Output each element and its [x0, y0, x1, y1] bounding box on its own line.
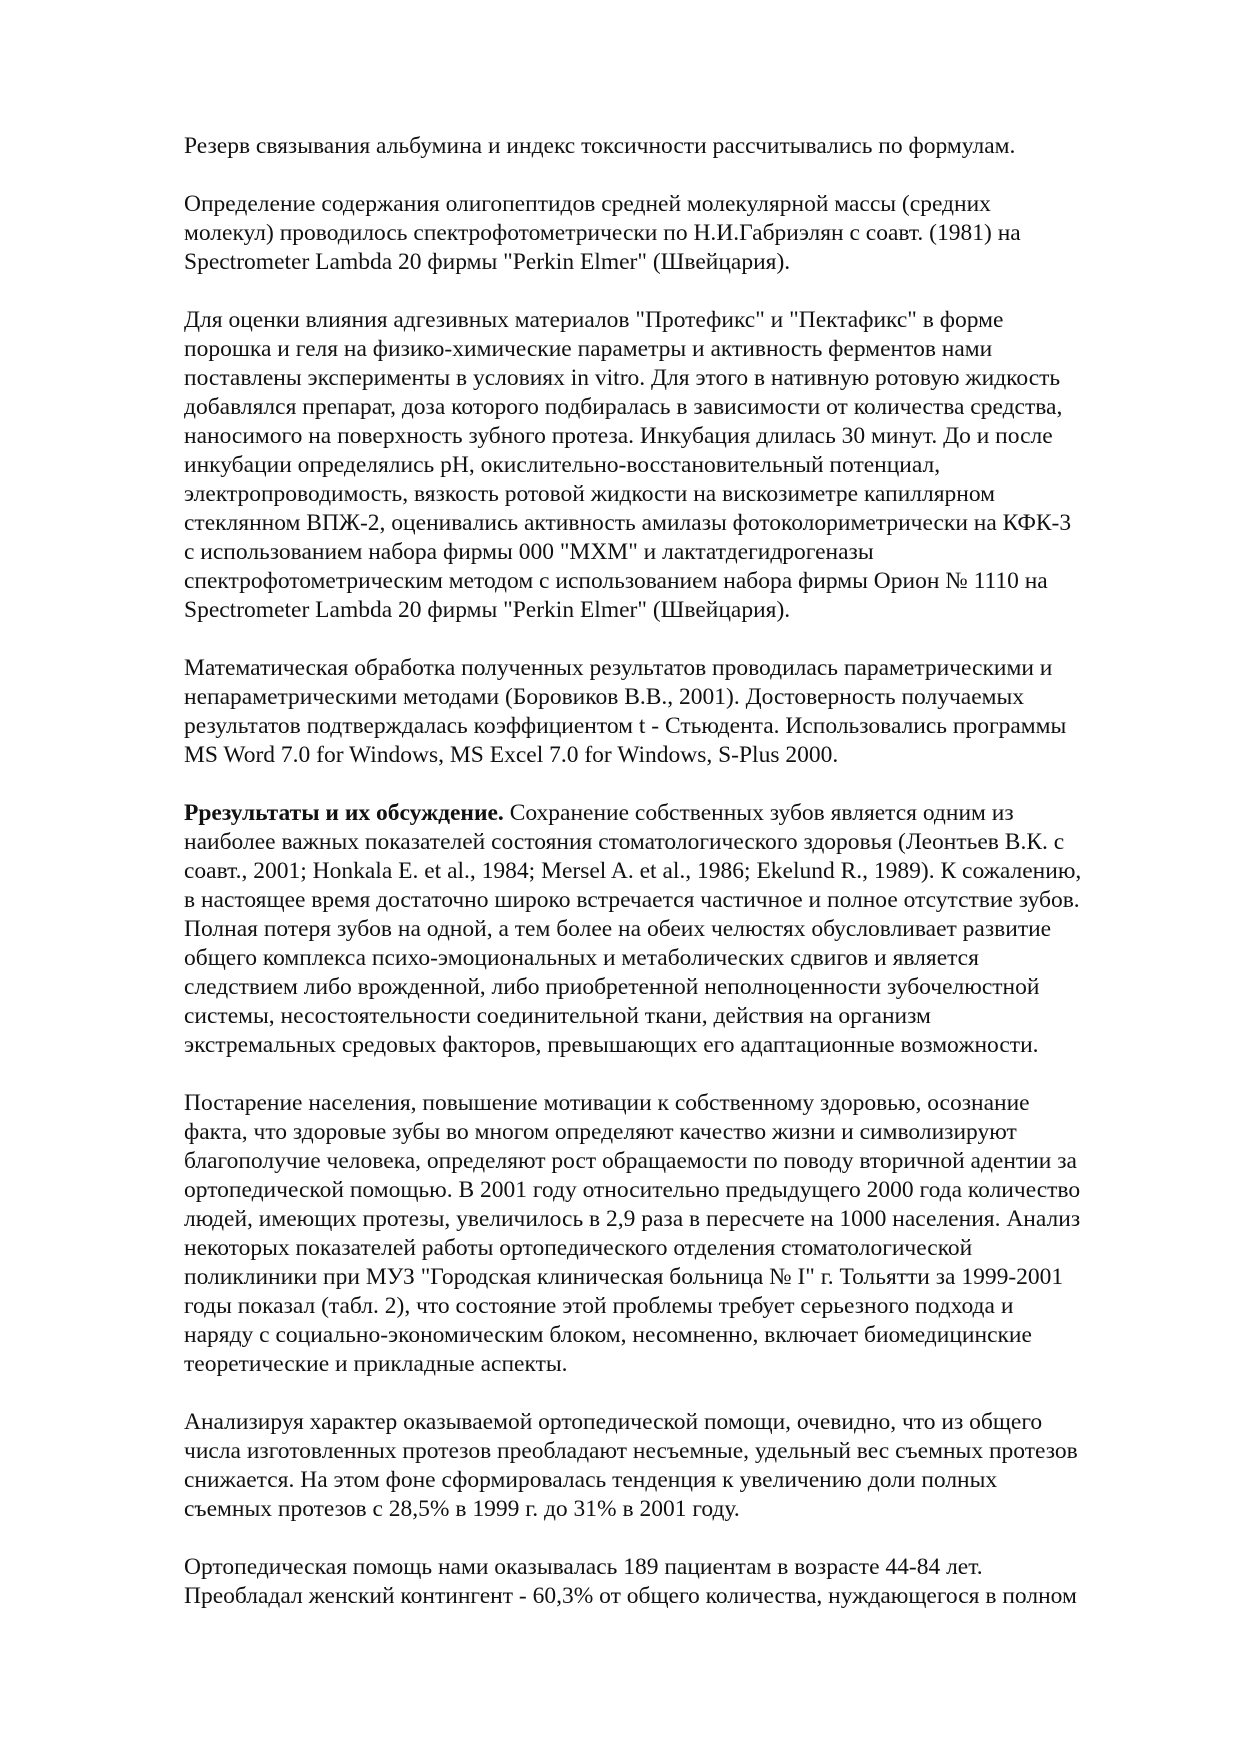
- paragraph-adhesive-materials: [184, 306, 1164, 625]
- text-line: экстремальных средовых факторов, превышающих его адаптационные возможности.: [184, 1032, 1039, 1058]
- text-line: числа изготовленных протезов преобладают несъемные, удельный вес съемных протезов: [184, 1438, 1078, 1464]
- text-line: системы, несостоятельности соединительной ткани, действия на организм: [184, 1003, 931, 1029]
- text-line: общего комплекса психо-эмоциональных и метаболических сдвигов и является: [184, 945, 979, 971]
- paragraph-statistics: [184, 654, 1164, 770]
- paragraph-gap: [184, 1060, 1164, 1089]
- text-line: Ортопедическая помощь нами оказывалась 189 пациентам в возрасте 44-84 лет.: [184, 1554, 983, 1580]
- text-line: Резерв связывания альбумина и индекс токсичности рассчитывались по формулам.: [184, 133, 1016, 159]
- document-page: [184, 132, 1164, 1611]
- paragraph-albumin-binding: [184, 132, 1164, 161]
- text-line: годы показал (табл. 2), что состояние этой проблемы требует серьезного подхода и: [184, 1293, 1014, 1319]
- text-line: добавлялся препарат, доза которого подбиралась в зависимости от количества средства,: [184, 394, 1063, 420]
- paragraph-gap: [184, 625, 1164, 654]
- text-line: Spectrometer Lambda 20 фирмы "Perkin Elmer" (Швейцария).: [184, 249, 791, 275]
- section-heading: Ррезультаты и их обсуждение.: [184, 800, 504, 826]
- paragraph-prosthetics-analysis: [184, 1408, 1164, 1524]
- text-line: теоретические и прикладные аспекты.: [184, 1351, 568, 1377]
- text-line: стеклянном ВПЖ-2, оценивались активность амилазы фотоколориметрически на КФК-3: [184, 510, 1072, 536]
- text-line: людей, имеющих протезы, увеличилось в 2,9 раза в пересчете на 1000 населения. Анализ: [184, 1206, 1081, 1232]
- text-line: [184, 799, 1164, 828]
- text-line: результатов подтверждалась коэффициентом t - Стьюдента. Использовались программы: [184, 713, 1067, 739]
- text-line: поставлены эксперименты в условиях in vitro. Для этого в нативную ротовую жидкость: [184, 365, 1061, 391]
- text-line: Анализируя характер оказываемой ортопедической помощи, очевидно, что из общего: [184, 1409, 1043, 1435]
- paragraph-gap: [184, 1524, 1164, 1553]
- text-line: с использованием набора фирмы 000 "МХМ" и лактатдегидрогеназы: [184, 539, 874, 565]
- heading-continuation: Сохранение собственных зубов является одним из: [503, 800, 1014, 826]
- text-line: наиболее важных показателей состояния стоматологического здоровья (Леонтьев В.К. с: [184, 829, 1065, 855]
- paragraph-patients: [184, 1553, 1164, 1611]
- text-line: инкубации определялись рН, окислительно-восстановительный потенциал,: [184, 452, 941, 478]
- text-line: спектрофотометрическим методом с использованием набора фирмы Орион № 1110 на: [184, 568, 1048, 594]
- text-line: непараметрическими методами (Боровиков В.В., 2001). Достоверность получаемых: [184, 684, 1025, 710]
- text-line: электропроводимость, вязкость ротовой жидкости на вискозиметре капиллярном: [184, 481, 996, 507]
- text-line: Математическая обработка полученных результатов проводилась параметрическими и: [184, 655, 1053, 681]
- paragraph-gap: [184, 1379, 1164, 1408]
- text-line: следствием либо врожденной, либо приобретенной неполноценности зубочелюстной: [184, 974, 1040, 1000]
- text-line: некоторых показателей работы ортопедического отделения стоматологической: [184, 1235, 973, 1261]
- text-line: наряду с социально-экономическим блоком, несомненно, включает биомедицинские: [184, 1322, 1032, 1348]
- text-line: благополучие человека, определяют рост обращаемости по поводу вторичной адентии за: [184, 1148, 1077, 1174]
- text-line: Для оценки влияния адгезивных материалов "Протефикс" и "Пектафикс" в форме: [184, 307, 1004, 333]
- text-line: MS Word 7.0 for Windows, MS Excel 7.0 for Windows, S-Plus 2000.: [184, 742, 839, 768]
- text-line: Spectrometer Lambda 20 фирмы "Perkin Elmer" (Швейцария).: [184, 597, 791, 623]
- text-line: факта, что здоровые зубы во многом определяют качество жизни и символизируют: [184, 1119, 1017, 1145]
- text-line: поликлиники при МУЗ "Городская клиническая больница № I" г. Тольятти за 1999-2001: [184, 1264, 1064, 1290]
- paragraph-gap: [184, 277, 1164, 306]
- text-line: соавт., 2001; Honkala E. et al., 1984; Mersel A. et al., 1986; Ekelund R., 1989). К сожалению,: [184, 858, 1082, 884]
- text-line: снижается. На этом фоне сформировалась тенденция к увеличению доли полных: [184, 1467, 998, 1493]
- text-line: молекул) проводилось спектрофотометрически по Н.И.Габриэлян с соавт. (1981) на: [184, 220, 1021, 246]
- paragraph-oligopeptides: [184, 190, 1164, 277]
- paragraph-results: [184, 799, 1164, 1060]
- text-line: порошка и геля на физико-химические параметры и активность ферментов нами: [184, 336, 993, 362]
- text-line: Преобладал женский контингент - 60,3% от общего количества, нуждающегося в полном: [184, 1583, 1077, 1609]
- paragraph-gap: [184, 770, 1164, 799]
- paragraph-gap: [184, 161, 1164, 190]
- text-line: Полная потеря зубов на одной, а тем более на обеих челюстях обусловливает развитие: [184, 916, 1052, 942]
- text-line: в настоящее время достаточно широко встречается частичное и полное отсутствие зубов.: [184, 887, 1080, 913]
- text-line: Постарение населения, повышение мотивации к собственному здоровью, осознание: [184, 1090, 1030, 1116]
- text-line: наносимого на поверхность зубного протеза. Инкубация длилась 30 минут. До и после: [184, 423, 1053, 449]
- text-line: Определение содержания олигопептидов средней молекулярной массы (средних: [184, 191, 991, 217]
- paragraph-population-aging: [184, 1089, 1164, 1379]
- text-line: ортопедической помощью. В 2001 году относительно предыдущего 2000 года количество: [184, 1177, 1081, 1203]
- text-line: съемных протезов с 28,5% в 1999 г. до 31% в 2001 году.: [184, 1496, 740, 1522]
